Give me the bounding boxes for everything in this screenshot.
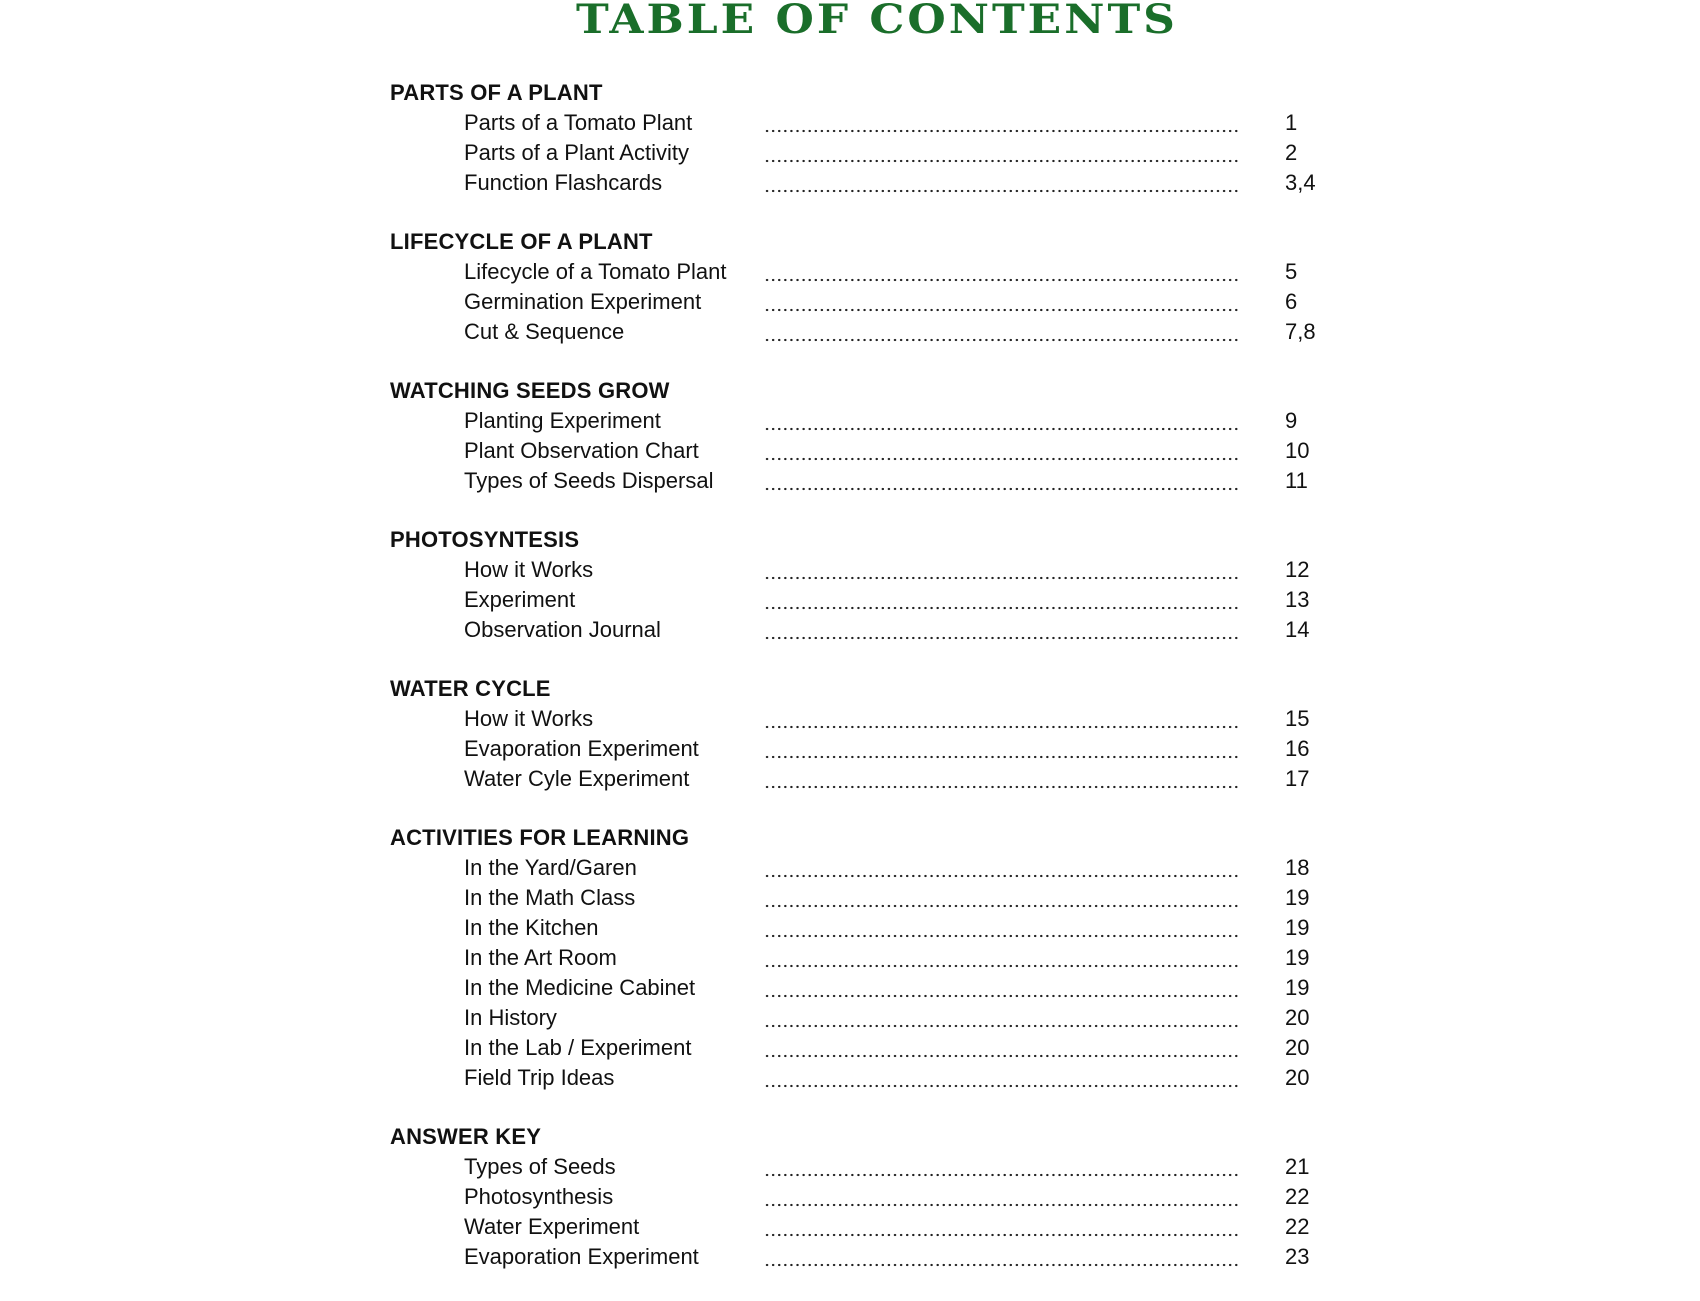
section-heading: ANSWER KEY [390, 1124, 542, 1149]
entry-page-number: 20 [1285, 1065, 1310, 1090]
toc-entry [390, 1033, 1350, 1063]
entry-title: In the Kitchen [464, 915, 599, 940]
entry-title: In History [464, 1005, 557, 1030]
entry-page-number: 12 [1285, 557, 1310, 582]
dot-leader [764, 764, 1241, 794]
entry-page-number: 19 [1285, 945, 1310, 970]
dot-leader [764, 436, 1241, 466]
entry-page-number: 3,4 [1285, 170, 1316, 195]
entry-title: Plant Observation Chart [464, 438, 699, 463]
entry-page-number: 19 [1285, 885, 1310, 910]
toc-section [390, 525, 1350, 645]
entry-page-number: 19 [1285, 975, 1310, 1000]
entry-page-number: 2 [1285, 140, 1298, 165]
entry-page-number: 20 [1285, 1035, 1310, 1060]
toc-entry [390, 764, 1350, 794]
toc-entry [390, 973, 1350, 1003]
entry-title: Parts of a Plant Activity [464, 140, 689, 165]
dot-leader [764, 555, 1241, 585]
toc-section [390, 1122, 1350, 1272]
entry-page-number: 13 [1285, 587, 1310, 612]
entry-page-number: 16 [1285, 736, 1310, 761]
dot-leader [764, 883, 1241, 913]
section-heading: PARTS OF A PLANT [390, 80, 603, 105]
section-heading: ACTIVITIES FOR LEARNING [390, 825, 690, 850]
dot-leader [764, 108, 1241, 138]
dot-leader [764, 973, 1241, 1003]
page-title: TABLE OF CONTENTS [576, 0, 1178, 43]
dot-leader [764, 1212, 1241, 1242]
entry-page-number: 19 [1285, 915, 1310, 940]
entry-page-number: 5 [1285, 259, 1298, 284]
toc-entry [390, 257, 1350, 287]
entry-page-number: 9 [1285, 408, 1298, 433]
toc-entry [390, 943, 1350, 973]
entry-page-number: 10 [1285, 438, 1310, 463]
toc-entry [390, 138, 1350, 168]
entry-title: Observation Journal [464, 617, 661, 642]
entry-title: Function Flashcards [464, 170, 663, 195]
toc-entry [390, 1063, 1350, 1093]
entry-page-number: 1 [1285, 110, 1298, 135]
entry-page-number: 22 [1285, 1214, 1310, 1239]
dot-leader [764, 615, 1241, 645]
dot-leader [764, 1003, 1241, 1033]
section-heading: PHOTOSYNTESIS [390, 527, 580, 552]
entry-page-number: 6 [1285, 289, 1298, 314]
dot-leader [764, 138, 1241, 168]
table-of-contents [390, 78, 1350, 1301]
toc-entry [390, 1152, 1350, 1182]
dot-leader [764, 704, 1241, 734]
dot-leader [764, 734, 1241, 764]
entry-title: Experiment [464, 587, 576, 612]
dot-leader [764, 168, 1241, 198]
dot-leader [764, 287, 1241, 317]
toc-entry [390, 436, 1350, 466]
toc-entry [390, 585, 1350, 615]
toc-entry [390, 1182, 1350, 1212]
dot-leader [764, 913, 1241, 943]
entry-title: Parts of a Tomato Plant [464, 110, 693, 135]
entry-title: Lifecycle of a Tomato Plant [464, 259, 727, 284]
dot-leader [764, 1063, 1241, 1093]
toc-entry [390, 1212, 1350, 1242]
entry-title: Photosynthesis [464, 1184, 614, 1209]
toc-entry [390, 555, 1350, 585]
dot-leader [764, 1242, 1241, 1272]
entry-title: Field Trip Ideas [464, 1065, 615, 1090]
toc-entry [390, 1003, 1350, 1033]
toc-entry [390, 317, 1350, 347]
toc-entry [390, 1242, 1350, 1272]
entry-page-number: 21 [1285, 1154, 1310, 1179]
toc-entry [390, 883, 1350, 913]
entry-page-number: 15 [1285, 706, 1310, 731]
entry-title: Water Experiment [464, 1214, 640, 1239]
toc-entry [390, 466, 1350, 496]
entry-page-number: 22 [1285, 1184, 1310, 1209]
dot-leader [764, 943, 1241, 973]
toc-section [390, 227, 1350, 347]
entry-title: Planting Experiment [464, 408, 661, 433]
toc-entry [390, 734, 1350, 764]
toc-entry [390, 406, 1350, 436]
entry-page-number: 17 [1285, 766, 1310, 791]
toc-entry [390, 168, 1350, 198]
entry-page-number: 11 [1285, 468, 1308, 493]
section-heading: WATCHING SEEDS GROW [390, 378, 670, 403]
entry-title: Germination Experiment [464, 289, 702, 314]
entry-page-number: 7,8 [1285, 319, 1316, 344]
toc-entry [390, 108, 1350, 138]
dot-leader [764, 406, 1241, 436]
entry-title: Types of Seeds [464, 1154, 616, 1179]
entry-title: Cut & Sequence [464, 319, 625, 344]
dot-leader [764, 257, 1241, 287]
dot-leader [764, 853, 1241, 883]
entry-page-number: 23 [1285, 1244, 1310, 1269]
entry-title: In the Medicine Cabinet [464, 975, 696, 1000]
toc-entry [390, 287, 1350, 317]
toc-section [390, 674, 1350, 794]
dot-leader [764, 1033, 1241, 1063]
entry-title: Evaporation Experiment [464, 1244, 699, 1269]
entry-title: In the Lab / Experiment [464, 1035, 692, 1060]
entry-title: Water Cyle Experiment [464, 766, 690, 791]
toc-entry [390, 704, 1350, 734]
dot-leader [764, 317, 1241, 347]
toc-section [390, 823, 1350, 1093]
section-heading: LIFECYCLE OF A PLANT [390, 229, 653, 254]
entry-page-number: 14 [1285, 617, 1310, 642]
dot-leader [764, 1152, 1241, 1182]
entry-title: How it Works [464, 557, 594, 582]
toc-entry [390, 853, 1350, 883]
entry-page-number: 18 [1285, 855, 1310, 880]
entry-title: In the Yard/Garen [464, 855, 637, 880]
dot-leader [764, 585, 1241, 615]
dot-leader [764, 466, 1241, 496]
entry-title: Types of Seeds Dispersal [464, 468, 714, 493]
entry-page-number: 20 [1285, 1005, 1310, 1030]
toc-entry [390, 913, 1350, 943]
toc-section [390, 78, 1350, 198]
section-heading: WATER CYCLE [390, 676, 551, 701]
dot-leader [764, 1182, 1241, 1212]
toc-entry [390, 615, 1350, 645]
entry-title: In the Math Class [464, 885, 636, 910]
entry-title: Evaporation Experiment [464, 736, 699, 761]
toc-section [390, 376, 1350, 496]
entry-title: How it Works [464, 706, 594, 731]
entry-title: In the Art Room [464, 945, 617, 970]
